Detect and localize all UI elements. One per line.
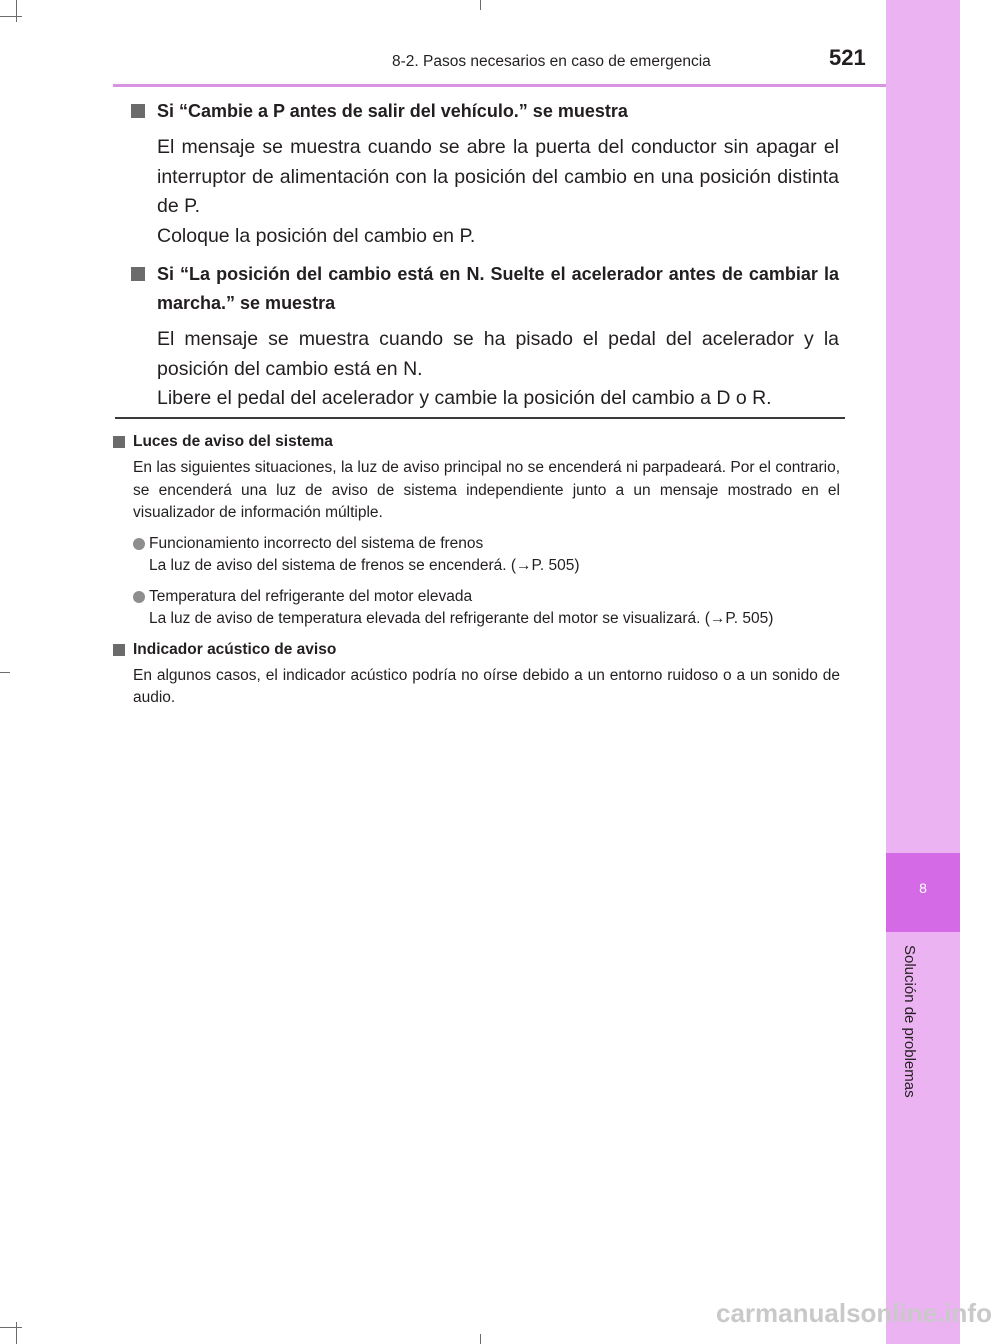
crop-mark [480,1334,481,1344]
bullet-text: La luz de aviso de temperatura elevada del refrigerante del motor se visualizará. (→P. 505) [149,610,774,627]
bullet-title: Temperatura del refrigerante del motor elevada [149,587,473,605]
item-paragraph: El mensaje se muestra cuando se ha pisado el pedal del acelerador y la posición del cambio está en N. [157,328,839,380]
crop-mark [16,1322,17,1344]
item-heading [131,260,839,318]
bullet-text: La luz de aviso del sistema de frenos se encenderá. (→P. 505) [149,557,580,574]
item-heading-text: Si “La posición del cambio está en N. Suelte el acelerador antes de cambiar la marcha.” se muestra [157,264,839,313]
item-heading-text: Si “Cambie a P antes de salir del vehículo.” se muestra [157,101,628,121]
crop-mark [16,0,17,22]
header-rule [113,84,886,87]
notes-section [113,431,840,710]
section-divider [115,417,845,419]
crop-mark [0,1327,22,1328]
crop-mark [480,0,481,10]
note-heading-text: Indicador acústico de aviso [133,640,337,658]
circle-bullet-icon [133,538,145,550]
section-title: 8-2. Pasos necesarios en caso de emergencia [392,53,711,70]
main-content [131,97,839,414]
square-bullet-icon [131,104,145,118]
bullet-title: Funcionamiento incorrecto del sistema de frenos [149,534,484,552]
crop-mark [0,16,22,17]
note-heading [113,639,840,661]
square-bullet-icon [131,267,145,281]
chapter-number: 8 [919,880,927,896]
crop-mark [0,672,10,673]
note-heading-text: Luces de aviso del sistema [133,433,333,450]
list-item [113,533,840,578]
circle-bullet-icon [133,591,145,603]
square-bullet-icon [113,436,125,448]
item-heading [131,97,839,126]
item-paragraph: Libere el pedal del acelerador y cambie la posición del cambio a D o R. [157,387,772,409]
note-paragraph: En las siguientes situaciones, la luz de aviso principal no se encenderá ni parpadeará. Por el contrario, se encenderá una luz de aviso de sistema independiente junto a un mensaje mostrado en el visualizador de información múltiple. [133,459,840,521]
chapter-title: Solución de problemas [901,945,918,1098]
note-paragraph: En algunos casos, el indicador acústico podría no oírse debido a un entorno ruidoso o a un sonido de audio. [133,666,840,706]
chapter-side-tab [886,0,960,1344]
square-bullet-icon [113,644,125,656]
watermark: carmanualsonline.info [716,1298,992,1328]
item-paragraph: El mensaje se muestra cuando se abre la puerta del conductor sin apagar el interruptor de alimentación con la posición del cambio en una posición distinta de P. [157,136,839,217]
note-heading [113,431,840,453]
item-paragraph: Coloque la posición del cambio en P. [157,224,476,247]
page-number: 521 [829,45,866,70]
list-item [113,586,840,631]
